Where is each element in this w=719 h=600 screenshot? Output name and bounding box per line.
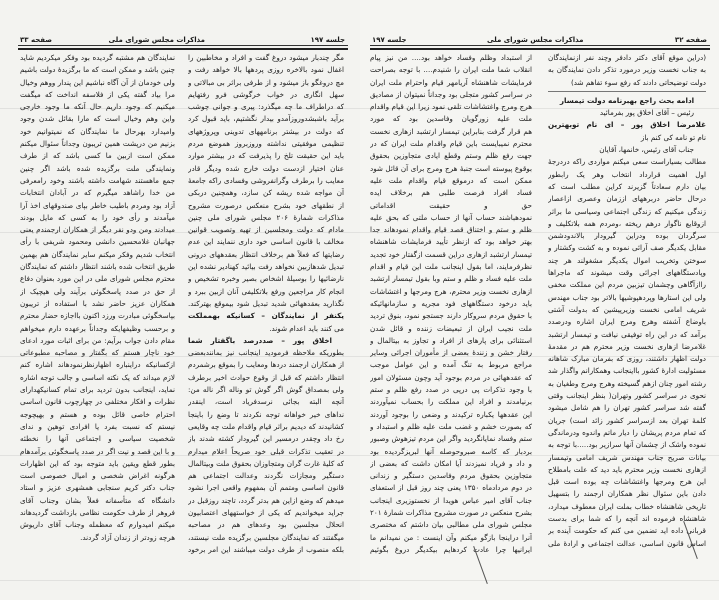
text-line: آنرا دراینجا بازگو میکنم وآن اینست : من نمیدانم ما (370, 532, 532, 542)
speaker-line: غلامرضا اخلاق پور – ای نام توبهترین (548, 120, 706, 130)
text-line: مرا بیاد گفته یکی از فلاسفه انداخت که میگفت (20, 89, 175, 99)
text-line: باید این حقیقت تلخ را پذیرفت که در بیشتر موارد (188, 151, 344, 161)
scan-line (0, 580, 719, 581)
text-line: انحلال مجلسین بود وعدهای هم در مصاحبه (188, 520, 344, 530)
text-line: جهانبان غلامحسین دانشی ومحمود شریفی با رأی (20, 237, 175, 247)
text-line: میکنیم که وجود داریم حال آنکه ما وجود خارجی (20, 102, 175, 112)
text-line: مخالف با قانون اساسی خود داری ننمایند این عدم (188, 237, 344, 247)
text-line: بپاسخگوئی مبادرت ورزد اکنون بااجازه حضار محترم (20, 311, 175, 321)
text-line: میدادند ومن ودو نفر دیگر از همکاران ارجمندم یعنی (20, 225, 175, 235)
text-line: برآمد که در این راه توفیقی نیافت و تیمسار ارتشبد (548, 329, 706, 339)
text-line: بیان دارم سعادتاً گزیرند کراین مطلب است که (548, 181, 706, 191)
text-line: میدهم که وضع ازاین هم بدتر گردد، تاچند روزقبل در (188, 495, 344, 505)
text-line: ممکن است که درموقع قیام واقدام ملت علیه (370, 175, 532, 185)
text-line: میکنم امیدوارم که معظمله وجناب آقای داریوش (20, 520, 175, 530)
text-line: کلمهٔ تهران بعد ازسراسر کشور زائد است) جریان (548, 415, 706, 425)
text-line: عنان اختیار ازدست دولت خارج شده ودیگر قادر (188, 163, 344, 173)
text-line: شاهنشاه فرموده اند آنچه را که شما برای بدست (548, 513, 706, 523)
session-number: جلسه ۱۹۷ (372, 36, 407, 44)
session-number: جلسه ۱۹۷ (310, 36, 345, 44)
text-line: ملت نجیب ایران از تبعیضات زننده و قائل شدن (370, 323, 532, 333)
text-column-left (20, 52, 175, 544)
text-line: بطوریکه ملاحظه فرمودید اینجانب نیز بمانندبعضی (188, 348, 344, 358)
text-line: جناب آقای رئیس، خانمها، آقایان (599, 145, 694, 155)
text-line: جهت رفع ظلم وستم وقطع ایادی متجاوزین بحقوق (370, 151, 532, 161)
text-line: به جناب نخست وزیر درمورد تذکر دادن نمایندگان به (548, 65, 706, 75)
text-line: بردبار که کاسه صبروحوصله آنها لبریزگردیده بود (370, 446, 532, 456)
text-line: شریف امامی نخست وزیرپیشین که بدولت آشتی (548, 304, 706, 314)
text-line: این هرج ومرجها واغتشاشات چه بوده است قبل (548, 477, 706, 487)
text-line: نظرفرمایند، اما بقول اینجانب ملت این قیام و اقدام (370, 262, 532, 272)
text-line: برآید باشبشدوروزآمدو بیدار نگشتیم، باید قبول کرد (188, 114, 344, 124)
text-line: میآمدند و رأی خود را به کسی که مایل بودند (20, 212, 175, 222)
text-line: طریق انتخاب شده باشند انتظار داشتم که نمایندگان (20, 262, 175, 272)
text-line: رشته امور چنان ازهم گسیخته وهرج ومرج وطغیان به (548, 378, 706, 388)
text-line: که عقدههائی در مردم بوجود آید وچون مسئولان امور (370, 372, 532, 382)
text-line: نماید، اینجانب بدون تردید برای تمام کسانیکهدارای (20, 385, 175, 395)
text-line: جناب دکتر کریم سنجابی همشهری عزیز و استاد (20, 483, 175, 493)
text-line: همکاران عزیز حاضر نشد با استفاده از تریبون (20, 298, 175, 308)
text-line: فروهر از طرف حکومت نظامی بازداشت گردیدهاند (20, 507, 175, 517)
text-line: با حقوق مردم سروکار دارند جستجو نمود، بنوق تردید (370, 311, 532, 321)
text-line: دولت توضیحاتی دادند که رفع سوء تفاهم شد) (570, 77, 706, 87)
text-line: استثنائی برای پارهای از افراد و تجاوز به بیتالمال و (370, 335, 532, 345)
text-line: تیمسار ارتشبد ازهاری دراین قسمت ازگفتار خود تجدید (370, 249, 532, 259)
text-line: در تعقیب تذکرات قبلی خود صریحاً اعلام میدارم (188, 446, 344, 456)
text-line: تنظیمی موفقیتی نداشته وروزبروز هموضع مردم (188, 139, 344, 149)
text-line: ایرانیها چرا عادت کردهایم بیکدیگر دروغ بگوئیم (370, 544, 532, 554)
text-line: هرچه زودتر از زندان آزاد گردند. (80, 532, 175, 542)
text-line: ونمایندگی ملت برگزیده شده باشد اگر چنین (20, 163, 175, 173)
text-line: غلامرضا ازهاری نخست وزیر محترم هم در مقدمهٔ (548, 341, 706, 351)
text-line: انجام کار مراجعین ورفع بلاتکلیفی آنان ازبین ببرد و (188, 286, 344, 296)
text-line: دولت اظهار داشتند، روزی که بفرمان مبارک شاهانه (548, 354, 706, 364)
text-line: فساد افراد فرصت طلبی هم برخلاف ایده (370, 188, 532, 198)
text-line: چنین باشد و ممکن است که ما برگزیدهٔ دولت باشیم (20, 65, 175, 75)
text-line: لازم میداند که یک نکته اساسی و جالب توجه اشاره (20, 372, 175, 382)
text-line: قربانی داده اید تضمین می کنم که حکومت آینده بر (548, 526, 706, 536)
header-rule (370, 45, 710, 46)
text-line: مطالب بسیاراست سعی میکنم مواردی راکه دردرجهٔ (548, 157, 706, 167)
text-line: ولی بمصداق گوش اگر گوش تو وناله اگر ناله من: (188, 385, 344, 395)
text-line: سهل انگاری در خواب خرگوشی فرو رفتهایم (188, 89, 344, 99)
text-line: اغفال نمود بالاخره روزی پردهها بالا خواهد رفت و (188, 65, 344, 75)
text-line: مادام که دولت ومجلسین از تهیه وتصویب قوانین (188, 225, 344, 235)
text-line: محترم مجلس شورای ملی در این مورد بعنوان دفاع (20, 274, 175, 284)
text-line: که دراطراف ما چه میگذرد: پیری و جوانی چوشب (188, 102, 344, 112)
text-line: مراجع مربوط به تنگ آمده و این عوامل موجب (370, 360, 532, 370)
text-line: از استبداد وظلم وفساد خواهد بود.... من نیز پیام (370, 53, 532, 62)
text-column-right (188, 52, 344, 556)
text-line: ممکن است ازبین ما کسی باشد که از طرف (20, 151, 175, 161)
text-line: اساس قانون اساسی، عدالت اجتماعی و ارادهٔ ملی (548, 538, 706, 548)
text-line: در دوم مردادماه ۱۳۵۰ یعنی چند روز قبل از استعفای (370, 483, 532, 493)
speaker-line: اخلاق پور – صددرصد باگفتار شما (188, 335, 332, 345)
section-heading: ادامه بحث راجع بهبرنامه دولت تیمسار (559, 95, 695, 105)
text-line: بشرح منعکس در صورت مشروح مذاکرات شمارهٔ ۲۰۱ (370, 507, 532, 517)
text-line: محترم نمیبایست باین قیام واقدام ملت ایران که در (370, 139, 532, 149)
text-line: ازوقایع ناگوار درهم ریخته ،ومردم همه بلاتکلیف و (548, 218, 706, 228)
text-line: قانون اساسی ومتمم آن بمفهوم واقعی اجرا نشود (188, 483, 344, 493)
text-line: ازهاری نخست وزیر محترم باید دید که علت بامطلاح (548, 464, 706, 474)
text-line: میگفتند که نمایندگان مجلسین برگزیده ملت نیستند، (188, 532, 344, 542)
text-line: از همکاران ارجمند دردها ومعایب را بموقع برشمردم (188, 360, 344, 370)
text-line: از نطقهای خود بشرح منعکس درصورت مشروح (188, 200, 344, 210)
text-line: نظرات و افکار مختلفی در چهارچوب قانون اساسی (20, 397, 175, 407)
text-line: انتظار داشتم که قبل از وقوع حوادث اخیر برطرف (188, 372, 344, 382)
text-line: مقابل یکدیگر صف آرائی نموده و به کشت وکشتار و (548, 243, 706, 253)
header-rule (18, 45, 348, 46)
text-line: متجاوزین بحقوق مردم وفاسدین دستگیر و زندانی (370, 471, 532, 481)
text-line: نموده واشک از چشمان آنها سرازیر بود.....با توجه به (548, 440, 706, 450)
text-line: از حق در صدد پاسخگوئی برآیند ولی هیچیک از (20, 286, 175, 296)
text-line: رئیس – آقای اخلاق پور بفرمائید (599, 108, 694, 118)
text-line: درحال حاضر دربرههای اززمان وعصری ازاعصار (548, 194, 706, 204)
text-line: بیانات صریح جناب مهندس شریف امامی وتیمسار (548, 452, 706, 462)
text-line: ازکسانیکه دراینباره اظهارنظرنمودهاند اشاره کنم (20, 360, 175, 370)
text-line: معایب را برطرف وگرانفروشی وفسادی راکه جامعهٔ (188, 175, 344, 185)
text-line: نیستم که نسبت بفرد یا افرادی توهین و ندای (20, 421, 175, 431)
text-line: بهتر خواهد بود که ازنظر تأیید فرمایشات شاهنشاه (370, 237, 532, 247)
text-line: تبدیل شدهازبین نخواهد رفت بیائید کهنادیر نشده این (188, 262, 344, 272)
text-line: احترام خاصی قائل بوده و هستم و بهیچوجه (20, 409, 175, 419)
scan-line (0, 232, 719, 233)
text-line: مگر چندبار میشود دروغ گفت و افراد و مخاطبین را (188, 53, 344, 62)
text-line: فرمایشات شاهنشاه آریامهر قیام واحترام ملت ایران (370, 77, 532, 87)
text-line: مسئولیت ادارهٔ کشور بااینجانب وهمکارانم واگذار شد (548, 366, 706, 376)
text-line: جناب آقای امیر عباس هویدا از نخستوزیری اینجانب (370, 495, 532, 505)
text-line: بلکه منصوب از طرف دولت میباشند این امر برخود (188, 544, 344, 554)
text-line: زندگی میکنیم که زندگی اجتماعی وسیاسی ما براثر (548, 206, 706, 216)
right-page (360, 0, 719, 600)
text-line: دادن باین سئوال نظر همکاران ارجمند را بتسهیل (548, 489, 706, 499)
text-line: بطور قطع ویقین باید متوجه بود که این اظهارات (20, 458, 175, 468)
text-line: اول اهمیت قرارداد انتخاب وهر یک رابطور (548, 169, 706, 179)
text-line: نحوی در سراسر کشور وتهران( بنظر اینجانب وقتی (548, 391, 706, 401)
text-line: ولی خودمان از آن آگاه نباشیم این پندار ووهم وخیال (20, 77, 175, 87)
text-line: بزنیم من درپشت همین تریبون وجداناً سئوال میکنم (20, 139, 175, 149)
text-line: ستم وفساد نمایانگردید واگر این مردم تیزهوش وصبور (370, 434, 532, 444)
text-line: سرگردان بوده ودراین گیرودار بالاندودشمن (548, 231, 706, 241)
text-line: شخصیت سیاسی و اجتماعی آنها را نخطئه (20, 434, 175, 444)
header-rule-thick (370, 48, 710, 50)
text-line: که کلیهٔ غارت گران ومتجاوزان بحقوق ملت وبیتالمال (188, 458, 344, 468)
text-line: که بصورت خشم و غضب ملت علیه ظلم و استبداد و (370, 421, 532, 431)
text-line: وپادستگاههای اجرائی وقت میشوند که ماجراها (548, 268, 706, 278)
text-line: نارضائیها را بوسیلهٔ اشخاص بصیر وخبره تشخیص و (188, 274, 344, 284)
text-line: که تمام مردم پریشان را دیار ماتم واندوه ودرماندگی (548, 427, 706, 437)
text-line: سوختن وتخریب اموال یکدیگر مشغولند هر چند (548, 255, 706, 265)
text-line: بوقوع پیوسته است جنبهٔ هرج ومرج برای آن قائل شود (370, 163, 532, 173)
text-line: راازآگاهی وچشمان تیزبین مردم این مملکت مخفی (548, 280, 706, 290)
text-line: انتخاب شدیم وفکر میکنم سایر نمایندگان هم بهمین (20, 249, 175, 259)
text-line: جمع ماهستند شهامت داشته باشند وخود رامعرفی (20, 175, 175, 185)
page-number: صفحه ۳۳ (20, 36, 53, 44)
text-line: ملت علیه زورگویان وفاسدین بود که مورد (370, 114, 532, 124)
text-column-right (548, 52, 706, 550)
text-column-left (370, 52, 532, 556)
text-line: باید درخود دستگاههای فود مجریه و سازمانهائیکه (370, 298, 532, 308)
text-line: مچ دروغگو باز میشود و از طرفی براثر بی مبالاتی و (188, 77, 344, 87)
text-line: و با این قصد و نیت اگر در صدد پاسخگوئی برآمدهام (20, 446, 175, 456)
text-line: هرج ومرج واغتشاشات تلقی نمود زیرا این قیام واقدام (370, 102, 532, 112)
text-line: هم قرار گرفت بنابراین تیمسار ارتشبد ازهاری نخست (370, 126, 532, 136)
text-line: آن مواجه شده ریشه کن سازد، وهمچنین دربکی (188, 188, 344, 198)
text-line: ملت علیه فساد و ظلم و ستم وبا بقول تیمسار ارتشبد (370, 274, 532, 284)
text-line: حق و حقیقت اقداماتی (370, 200, 532, 210)
text-line: نگذارید بعقدههائی شدید تبدیل شود بیموقع بهترکند. (188, 298, 344, 308)
scan-line (0, 356, 719, 357)
text-line: من خدا راشاهد میگیرم که در آبادان انتخابات (20, 188, 175, 198)
text-line: خود ناچار هستم که بگفتار و مصاحبه مطبوعاتی (20, 348, 175, 358)
text-line: جراید میخواندیم که یکی از خواستههای اعتصابیون (188, 507, 344, 517)
text-line: انقلاب شما ملت ایران را شنیدم.... با توجه بصراحت (370, 65, 532, 75)
text-line: ولی این استارها وپردهپوشیها بالاتر بود جناب مهندس (548, 292, 706, 302)
text-line: نداهای خیر خواهانه توجه نکردند تا وضع را باینجا (188, 409, 344, 419)
text-line: و برحسب وظیفهایکه وجداناً برعهده دارم میخواهم (20, 323, 175, 333)
text-line: رفتار خشن و زنندهٔ بعضی از مأموران اجرائی وسایر (370, 348, 532, 358)
text-line: (دراین موقع آقای دکتر دادفر وچند نفر ازنمایندگان (548, 53, 706, 62)
text-line: رضایتها که فعلاً هم برخلاف انتظار بعقدههای درونی (188, 249, 344, 259)
text-line: تاریخی شاهنشاه خطاب بملت ایران معطوف میدارد، (548, 501, 706, 511)
text-line: در سراسر کشور متجلی بود وجداناً نمیتوان از مصادیق (370, 89, 532, 99)
scan-line (0, 108, 719, 109)
text-line: ازهاری نخست وزیر محترم، هرج ومرجها و اغتشاشات (370, 286, 532, 296)
text-line: مذاکرات شمارهٔ ۲۰۶ مجلس شورای ملی چنین (188, 212, 344, 222)
text-line: و داد و فریاد نمیزدند آیا امکان داشت که بعضی از (370, 458, 532, 468)
text-line: آنچه البته بجائی نرسدفریاد است، اینقدر (188, 397, 344, 407)
header-title: مذاکرات مجلس شورای ملی (108, 36, 205, 44)
text-line: که دولت در بیشتر برنامههای تدوینی وپروژههای (188, 126, 344, 136)
text-line: گفته شد سراسر کشور تهران را هم شامل میشود (548, 403, 706, 413)
text-line: برنیامدند و افراد این مملکت را بحساب نمیآوردند (370, 397, 532, 407)
text-line: دستگیر ومجازات نگردند وعدالت اجتماعی هم (188, 471, 344, 481)
header-title: مذاکرات مجلس شورای ملی (487, 36, 584, 44)
text-line: این عقدهها یکباره ترکیدند و وضعی را بوجود آوردند (370, 409, 532, 419)
text-line: نام تو نامه کی کنم باز (640, 132, 706, 142)
text-line: وامیدارد بهرحال ما نمایندگان که نمیتوانیم خود (20, 126, 175, 136)
text-line: نمایندگان هم مشتبه گردیده بود وفکر میکردیم شاید (20, 53, 175, 62)
scan-line (0, 455, 719, 456)
text-line: دانشگاه که متأسفانه فعلاً بشان وجناب آقای (20, 495, 175, 505)
text-line: رخ داد وچقدر درمسیر این گیرودار کشته شدند باز (188, 434, 344, 444)
text-line: با وجود تذکرات پی درپی در صدد رفع ظلم و ستم (370, 385, 532, 395)
section-divider (548, 91, 706, 92)
text-line: باوضاع آشفته وهرج ومرج ایران اشاره ودرصدد (548, 317, 706, 327)
text-line: مجلس شورای ملی مطالبی بیان داشتم که مختصری (370, 520, 532, 530)
speaker-line: یکنفر از نمایندگان – کسانیکه بهمملکت (188, 311, 344, 321)
text-line: می کنند باید اعدام شوند. (269, 323, 344, 333)
page-number: صفحه ۳۲ (674, 36, 707, 44)
text-line: آزاد بود ومردم باطیب خاطر بپای صندوقهای اخذ آرا (20, 200, 175, 210)
text-line: کشانیدند که دیدیم براثر قیام واقدام ملت چه وقایعی (188, 421, 344, 431)
header-rule-thick (18, 48, 348, 50)
text-line: واین وهم وخیال است که مارا بقائل شدن وجود (20, 114, 175, 124)
text-line: هرگونه اغراض شخصی و امیال خصوصی است (20, 471, 175, 481)
text-line: نمودهباشند حساب آنها از حساب ملتی که بحق علیه (370, 212, 532, 222)
text-line: مقام دادن جواب برآیم: من برای اثبات مورد ادعای (20, 335, 175, 345)
text-line: ظلم و ستم و اختناق قصد قیام واقدام نمودهاند جدا (370, 225, 532, 235)
